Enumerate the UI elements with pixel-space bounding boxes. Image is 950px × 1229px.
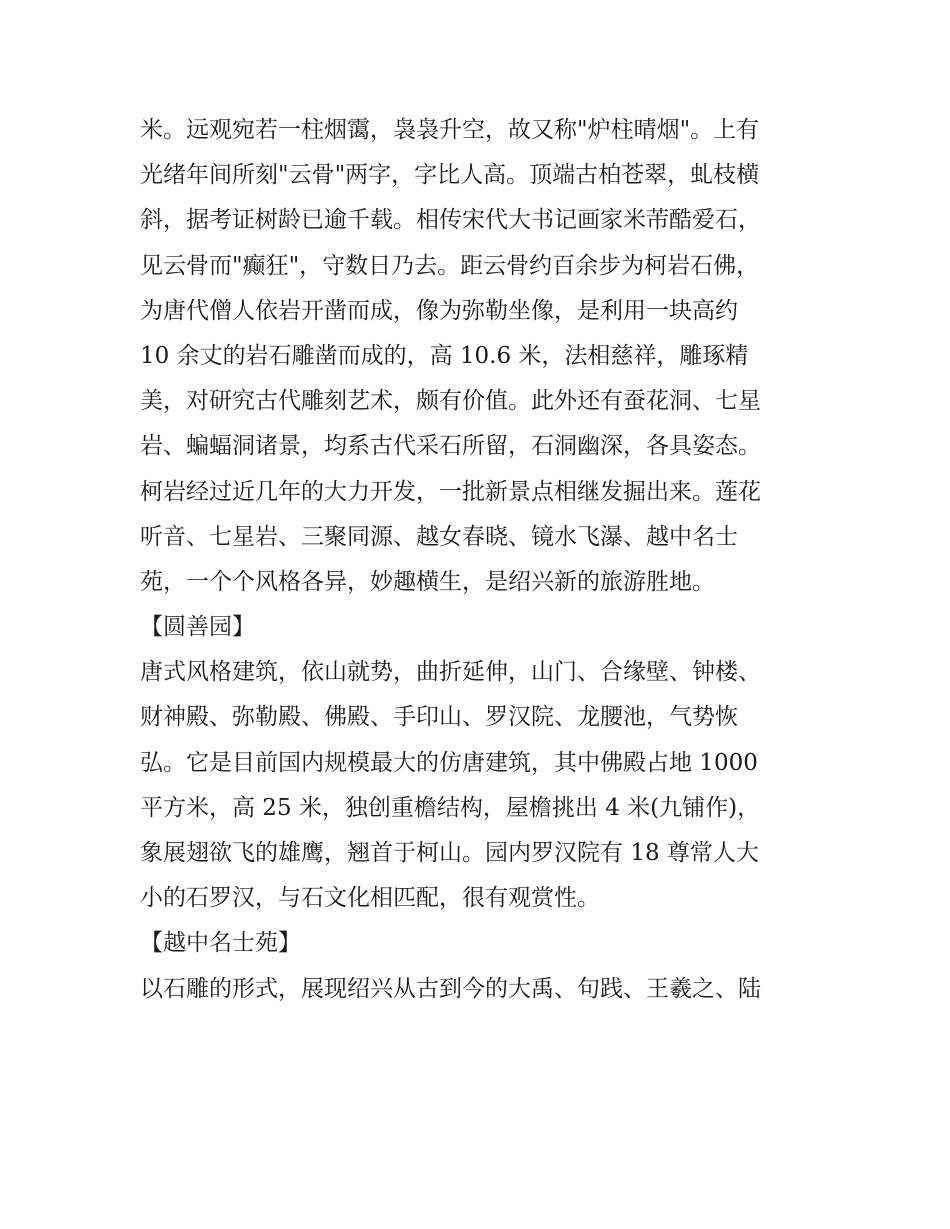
text-line: 象展翅欲飞的雄鹰，翘首于柯山。园内罗汉院有 18 尊常人大 — [140, 840, 759, 866]
text-line: 苑，一个个风格各异，妙趣横生，是绍兴新的旅游胜地。 — [140, 568, 715, 595]
text-line: 小的石罗汉，与石文化相匹配，很有观赏性。 — [140, 885, 600, 912]
text-line: 10 余丈的岩石雕凿而成的，高 10.6 米，法相慈祥，雕琢精 — [140, 342, 749, 369]
text-line: 唐式风格建筑，依山就势，曲折延伸，山门、合缘壁、钟楼、 — [140, 659, 761, 686]
text-line: 以石雕的形式，展现绍兴从古到今的大禹、句践、王羲之、陆 — [140, 975, 761, 1002]
body-text — [140, 108, 830, 1012]
text-line: 美，对研究古代雕刻艺术，颇有价值。此外还有蚕花洞、七星 — [140, 388, 761, 415]
text-line: 财神殿、弥勒殿、佛殿、手印山、罗汉院、龙腰池，气势恢 — [140, 704, 738, 731]
text-line: 平方米，高 25 米，独创重檐结构，屋檐挑出 4 米(九铺作)， — [140, 794, 761, 821]
text-line: 见云骨而"癫狂"，守数日乃去。距云骨约百余步为柯岩石佛， — [140, 252, 760, 279]
section-heading-yuanshan-garden: 【圆善园】 — [140, 614, 255, 641]
text-line: 听音、七星岩、三聚同源、越女春晓、镜水飞瀑、越中名士 — [140, 523, 738, 550]
text-line: 弘。它是目前国内规模最大的仿唐建筑，其中佛殿占地 1000 — [140, 749, 758, 776]
text-line: 米。远观宛若一柱烟霭，袅袅升空，故又称"炉柱晴烟"。上有 — [140, 117, 760, 143]
text-line: 柯岩经过近几年的大力开发，一批新景点相继发掘出来。莲花 — [140, 478, 761, 505]
text-line: 光绪年间所刻"云骨"两字，字比人高。顶端古柏苍翠，虬枝横 — [140, 162, 760, 189]
section-heading-yuezhong-celebrities-garden: 【越中名士苑】 — [140, 930, 301, 957]
text-line: 为唐代僧人依岩开凿而成，像为弥勒坐像，是利用一块高约 — [140, 297, 738, 324]
text-line: 斜，据考证树龄已逾千载。相传宋代大书记画家米芾酷爱石， — [140, 207, 761, 234]
text-line: 岩、蝙蝠洞诸景，均系古代采石所留，石洞幽深，各具姿态。 — [140, 433, 761, 460]
